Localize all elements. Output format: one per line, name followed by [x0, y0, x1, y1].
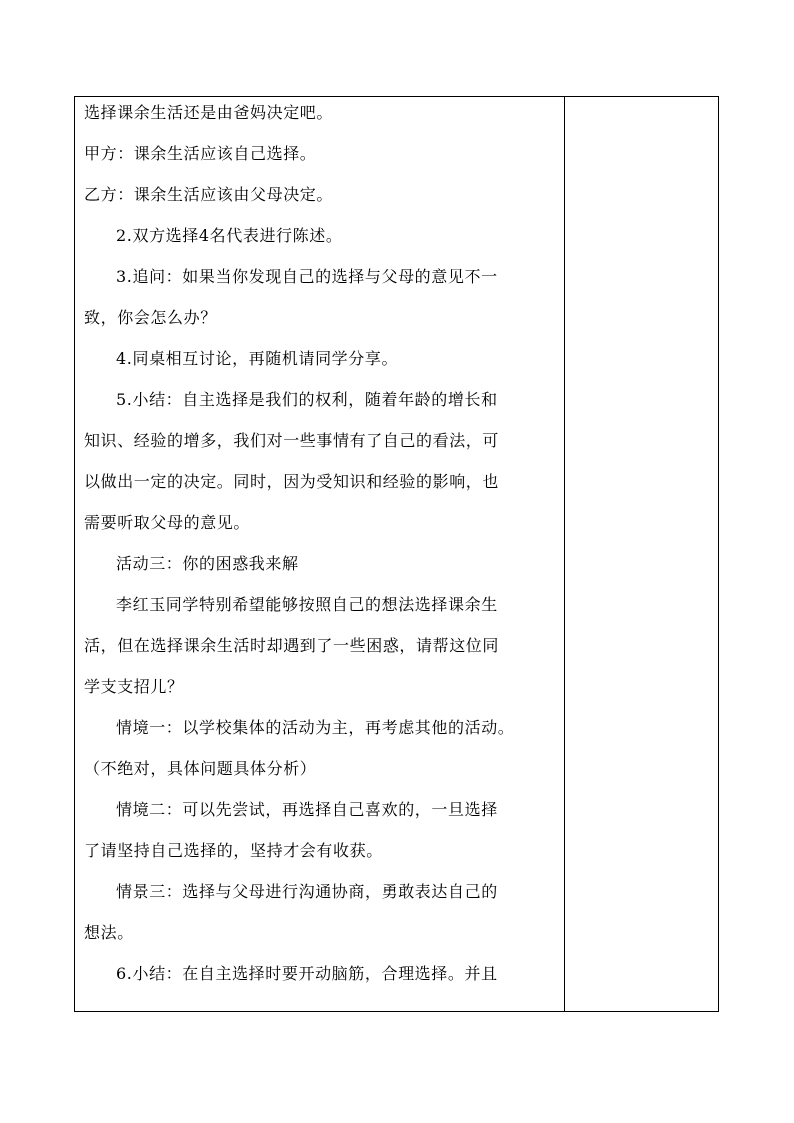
text-line: 选择课余生活还是由爸妈决定吧。 — [84, 103, 334, 122]
text-line: 甲方：课余生活应该自己选择。 — [84, 144, 317, 163]
text-line: 活，但在选择课余生活时却遇到了一些困惑，请帮这位同 — [84, 636, 500, 655]
text-line: 想法。 — [84, 923, 134, 942]
text-line: 知识、经验的增多，我们对一些事情有了自己的看法，可 — [84, 431, 500, 450]
text-line: 以做出一定的决定。同时，因为受知识和经验的影响，也 — [84, 472, 500, 491]
text-line: 情境二：可以先尝试，再选择自己喜欢的，一旦选择 — [116, 800, 498, 819]
text-line: 乙方：课余生活应该由父母决定。 — [84, 185, 334, 204]
lesson-table — [74, 96, 719, 1012]
text-line: 3.追问：如果当你发现自己的选择与父母的意见不一 — [116, 267, 498, 286]
lesson-content-cell — [75, 97, 565, 1011]
text-line: 致，你会怎么办？ — [84, 308, 217, 327]
text-line: 2.双方选择4名代表进行陈述。 — [116, 226, 343, 245]
text-line: 活动三：你的困惑我来解 — [116, 554, 299, 573]
text-line: 5.小结：自主选择是我们的权利，随着年龄的增长和 — [116, 390, 498, 409]
notes-cell — [565, 97, 718, 1011]
text-line: 4.同桌相互讨论，再随机请同学分享。 — [116, 349, 399, 368]
text-line: 了请坚持自己选择的，坚持才会有收获。 — [84, 841, 383, 860]
text-line: 情境一：以学校集体的活动为主，再考虑其他的活动。 — [116, 718, 515, 737]
text-line: 学支支招儿？ — [84, 677, 184, 696]
text-line: 李红玉同学特别希望能够按照自己的想法选择课余生 — [116, 595, 498, 614]
text-line: 6.小结：在自主选择时要开动脑筋，合理选择。并且 — [116, 964, 498, 983]
text-line: 情景三：选择与父母进行沟通协商，勇敢表达自己的 — [116, 882, 498, 901]
text-line: （不绝对，具体问题具体分析） — [84, 759, 317, 778]
text-line: 需要听取父母的意见。 — [84, 513, 251, 532]
